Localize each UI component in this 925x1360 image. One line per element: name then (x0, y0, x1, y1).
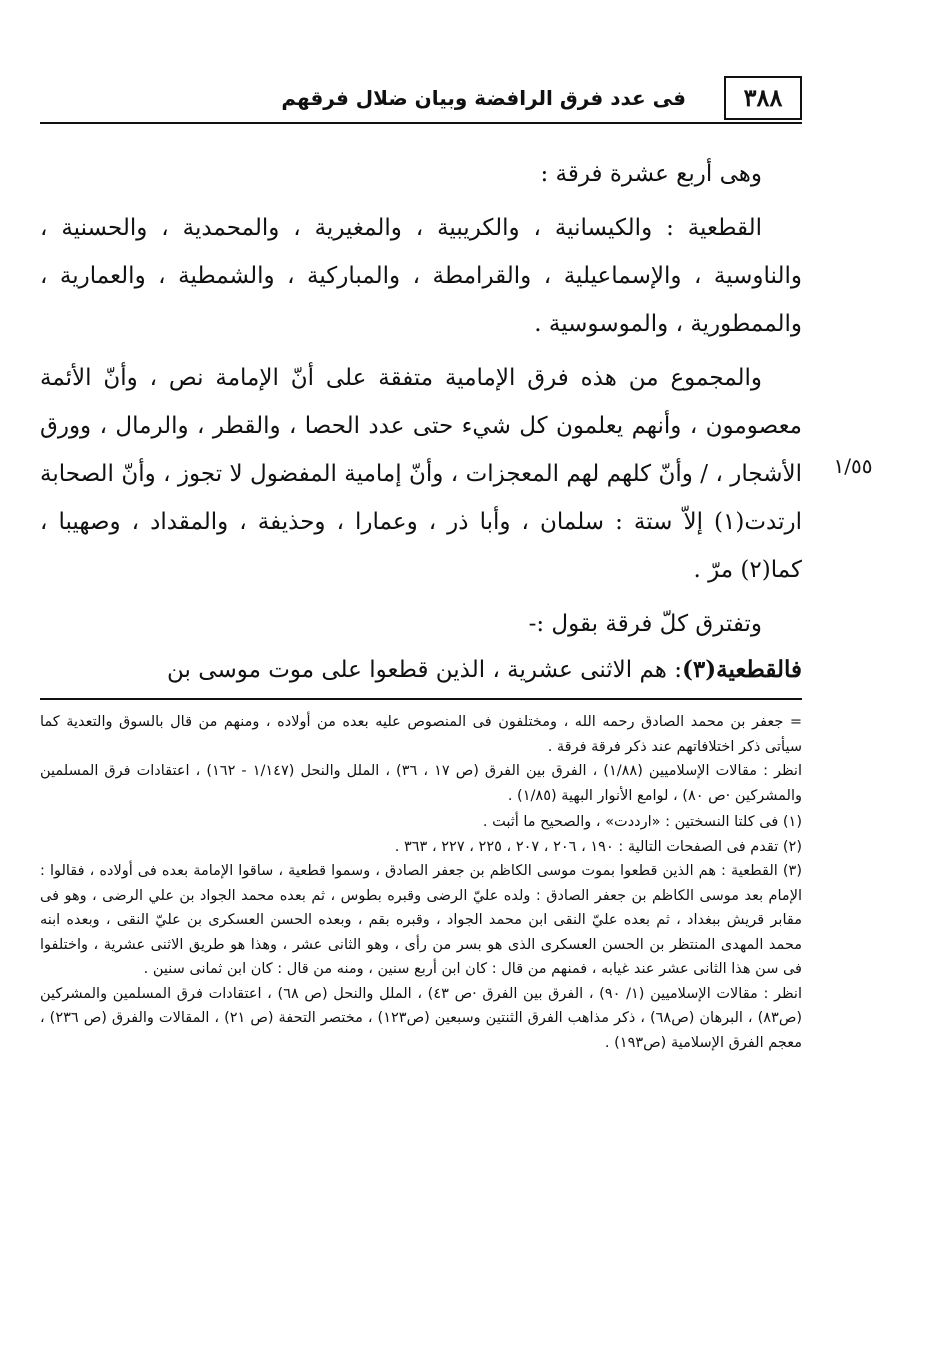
footnote-1: (١) فى كلتا النسختين : «ارددت» ، والصحيح ما أثبت . (482, 814, 802, 830)
header-rule (40, 122, 802, 124)
footnote-2: (٢) تقدم فى الصفحات التالية : ١٩٠ ، ٢٠٦ ، ٢٠٧ ، ٢٢٥ ، ٢٢٧ ، ٣٦٣ . (394, 838, 802, 855)
footnote-rule (40, 698, 802, 700)
page-number: ٣٨٨ (724, 76, 802, 120)
qatiiya-line (40, 650, 802, 690)
main-text (40, 150, 802, 654)
footnote-3-refs: انظر : مقالات الإسلاميين (١/ ٩٠) ، الفرق بين الفرق ·ص ٤٣) ، الملل والنحل (ص ٦٨) ، اعتقادات فرق المسلمين والمشركين (ص٨٣) ، البرهان (ص٦٨) ، ذكر مذاهب الفرق الثنتين وسبعين (ص١٢٣) ، مختصر التحفة (ص ٢١) ، المقالات والفرق (ص ٢٣٦) ، معجم الفرق الإسلامية (ص١٩٣) . (40, 985, 803, 1051)
divide-paragraph: وتفترق كلّ فرقة بقول :- (528, 611, 762, 637)
footnotes (40, 710, 802, 1055)
imamiyya-paragraph: والمجموع من هذه فرق الإمامية متفقة على أنّ الإمامة نص ، وأنّ الأئمة معصومون ، وأنهم يعلمون كل شيء حتى عدد الحصا ، والقطر ، والرمال ، وورق الأشجار ، / وأنّ كلهم لهم المعجزات ، وأنّ إمامية المفضول لا تجوز ، وأنّ الصحابة ارتدت(١) إلاّ ستة : سلمان ، وأبا ذر ، وعمارا ، وحذيفة ، والمقداد ، وصهيبا ، كما(٢) مرّ . (40, 365, 802, 583)
qatiiya-term: فالقطعية(٣) (681, 656, 802, 683)
sects-list-paragraph: القطعية : والكيسانية ، والكريبية ، والمغيرية ، والمحمدية ، والحسنية ، والناوسية ، والإسماعيلية ، والقرامطة ، والمباركية ، والشمطية ، والعمارية ، والممطورية ، والموسوسية . (40, 215, 802, 337)
page-header (40, 76, 802, 124)
footnote-continuation: = جعفر بن محمد الصادق رحمه الله ، ومختلفون فى المنصوص عليه بعده من أولاده ، ومنهم من قال بالسوق والتعدية كما سيأتى ذكر اختلافاتهم عند ذكر فرقة فرقة . (40, 714, 802, 755)
footnote-refs-continuation: انظر : مقالات الإسلاميين (١/٨٨) ، الفرق بين الفرق (ص ١٧ ، ٣٦) ، الملل والنحل (١/١٤٧ - ١٦٢) ، اعتقادات فرق المسلمين والمشركين ·ص ٨٠) ، لوامع الأنوار البهية (١/٨٥) . (40, 763, 802, 804)
running-title: فى عدد فرق الرافضة وبيان ضلال فرقهم (281, 86, 686, 110)
intro-line: وهى أربع عشرة فرقة : (540, 161, 762, 187)
footnote-3: (٣) القطعية : هم الذين قطعوا بموت موسى الكاظم بن جعفر الصادق ، وسموا قطعية ، ساقوا الإمامة بعده فى أولاده ، فقالوا : الإمام بعد موسى الكاظم بن جعفر الصادق : ولده عليّ الرضى وقبره بطوس ، ثم بعده محمد الجواد بن علي الرضى ، وهو فى مقابر قريش ببغداد ، ثم بعده عليّ النقى ابن محمد الجواد ، وقبره بقم ، وبعده الحسن العسكرى بن عليّ النقى ، وبعده ابنه محمد المهدى المنتظر بن الحسن العسكرى الذى هو بسر من رأى ، وهو الثانى عشر ، وهذا هو طريق الاثنى عشرية ، واختلفوا فى سن هذا الثانى عشر عند غيابه ، فمنهم من قال : كان ابن أربع سنين ، ومنه من قال : كان ابن ثمانى سنين . (40, 863, 802, 977)
qatiiya-definition: : هم الاثنى عشرية ، الذين قطعوا على موت موسى بن (167, 657, 682, 683)
manuscript-folio-note: ١/٥٥ (833, 454, 873, 478)
